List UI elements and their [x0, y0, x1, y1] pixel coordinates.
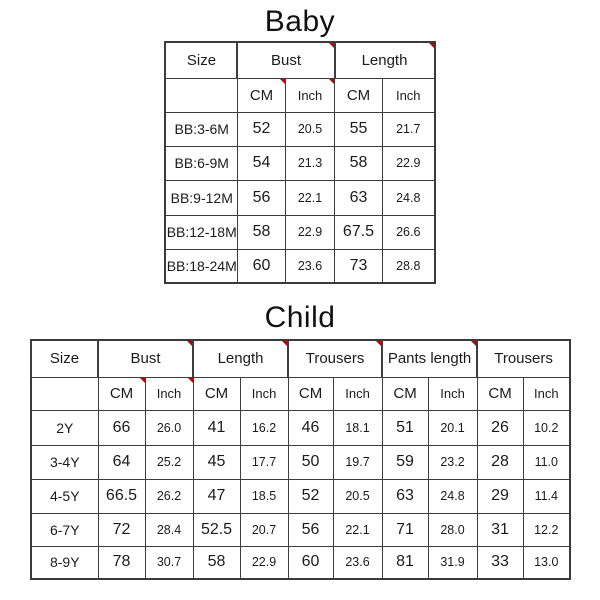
value-cell: 78 — [98, 546, 145, 579]
size-cell: BB:3-6M — [165, 112, 237, 146]
unit-header-cm: CM — [382, 377, 428, 410]
value-cell: 20.7 — [240, 513, 288, 546]
child-header-bust — [98, 340, 193, 377]
value-cell: 63 — [335, 180, 383, 215]
value-cell: 25.2 — [145, 445, 193, 479]
value-cell: 18.5 — [240, 479, 288, 513]
unit-header-cm: CM — [288, 377, 333, 410]
table-row — [165, 112, 434, 146]
value-cell: 51 — [382, 410, 428, 445]
value-cell: 55 — [335, 112, 383, 146]
value-cell: 29 — [477, 479, 523, 513]
value-cell: 20.1 — [428, 410, 477, 445]
baby-header-size — [165, 42, 237, 78]
value-cell: 58 — [237, 215, 285, 249]
empty-cell — [31, 377, 98, 410]
baby-header-bust — [237, 42, 334, 78]
value-cell: 26.2 — [145, 479, 193, 513]
child-header-length — [193, 340, 288, 377]
comment-marker-icon — [140, 378, 145, 383]
comment-marker-icon — [280, 79, 285, 84]
table-row — [31, 410, 570, 445]
value-cell: 28.4 — [145, 513, 193, 546]
header-label: Trousers — [305, 350, 365, 368]
baby-table-title: Baby — [264, 5, 336, 38]
value-cell: 46 — [288, 410, 333, 445]
unit-header-inch: Inch — [145, 377, 193, 410]
size-cell: BB:18-24M — [165, 249, 237, 283]
value-cell: 41 — [193, 410, 240, 445]
baby-header-length — [335, 42, 435, 78]
value-cell: 28.8 — [383, 249, 435, 283]
value-cell: 52 — [288, 479, 333, 513]
comment-marker-icon — [329, 79, 334, 84]
value-cell: 67.5 — [335, 215, 383, 249]
value-cell: 19.7 — [333, 445, 382, 479]
value-cell: 66.5 — [98, 479, 145, 513]
value-cell: 21.3 — [285, 146, 334, 180]
value-cell: 21.7 — [383, 112, 435, 146]
value-cell: 47 — [193, 479, 240, 513]
value-cell: 31 — [477, 513, 523, 546]
value-cell: 45 — [193, 445, 240, 479]
header-label: Pants length — [387, 350, 472, 368]
child-header-size — [31, 340, 98, 377]
table-row — [165, 215, 434, 249]
table-row — [165, 180, 434, 215]
value-cell: 23.2 — [428, 445, 477, 479]
value-cell: 33 — [477, 546, 523, 579]
value-cell: 30.7 — [145, 546, 193, 579]
value-cell: 56 — [288, 513, 333, 546]
unit-header-inch: Inch — [523, 377, 570, 410]
value-cell: 24.8 — [383, 180, 435, 215]
comment-marker-icon — [376, 341, 381, 346]
value-cell: 66 — [98, 410, 145, 445]
value-cell: 22.1 — [285, 180, 334, 215]
child-header-trousers-2 — [477, 340, 570, 377]
value-cell: 58 — [193, 546, 240, 579]
child-size-table — [30, 339, 571, 580]
value-cell: 13.0 — [523, 546, 570, 579]
size-cell: 3-4Y — [31, 445, 98, 479]
header-label: Length — [217, 350, 264, 368]
value-cell: 58 — [335, 146, 383, 180]
comment-marker-icon — [187, 341, 192, 346]
unit-header-cm: CM — [477, 377, 523, 410]
value-cell: 31.9 — [428, 546, 477, 579]
value-cell: 56 — [237, 180, 285, 215]
value-cell: 28.0 — [428, 513, 477, 546]
value-cell: 22.9 — [383, 146, 435, 180]
comment-marker-icon — [282, 341, 287, 346]
child-table-title: Child — [264, 301, 336, 334]
unit-header-inch: Inch — [428, 377, 477, 410]
value-cell: 24.8 — [428, 479, 477, 513]
value-cell: 11.0 — [523, 445, 570, 479]
table-row — [31, 513, 570, 546]
value-cell: 26 — [477, 410, 523, 445]
value-cell: 64 — [98, 445, 145, 479]
baby-unit-header-row — [165, 78, 434, 112]
comment-marker-icon — [329, 43, 334, 48]
value-cell: 52 — [237, 112, 285, 146]
value-cell: 22.9 — [285, 215, 334, 249]
size-cell: BB:12-18M — [165, 215, 237, 249]
unit-header-cm: CM — [237, 78, 285, 112]
value-cell: 18.1 — [333, 410, 382, 445]
value-cell: 60 — [288, 546, 333, 579]
empty-cell — [165, 78, 237, 112]
table-row — [165, 249, 434, 283]
header-label: Size — [186, 51, 217, 69]
value-cell: 54 — [237, 146, 285, 180]
value-cell: 22.9 — [240, 546, 288, 579]
header-label: Length — [361, 51, 408, 69]
value-cell: 50 — [288, 445, 333, 479]
value-cell: 71 — [382, 513, 428, 546]
comment-marker-icon — [188, 378, 193, 383]
table-row — [31, 479, 570, 513]
value-cell: 23.6 — [285, 249, 334, 283]
header-label: Size — [49, 350, 80, 368]
value-cell: 73 — [335, 249, 383, 283]
comment-marker-icon — [429, 43, 434, 48]
unit-header-cm: CM — [335, 78, 383, 112]
value-cell: 22.1 — [333, 513, 382, 546]
size-cell: 4-5Y — [31, 479, 98, 513]
value-cell: 52.5 — [193, 513, 240, 546]
value-cell: 17.7 — [240, 445, 288, 479]
value-cell: 63 — [382, 479, 428, 513]
value-cell: 28 — [477, 445, 523, 479]
child-header-pants-length — [382, 340, 477, 377]
unit-header-inch: Inch — [333, 377, 382, 410]
table-row — [31, 445, 570, 479]
table-row — [165, 146, 434, 180]
baby-group-header-row — [165, 42, 434, 78]
size-cell: 8-9Y — [31, 546, 98, 579]
value-cell: 72 — [98, 513, 145, 546]
table-row — [31, 546, 570, 579]
header-label: Bust — [270, 51, 301, 69]
unit-header-inch: Inch — [285, 78, 334, 112]
value-cell: 11.4 — [523, 479, 570, 513]
value-cell: 26.0 — [145, 410, 193, 445]
size-cell: 2Y — [31, 410, 98, 445]
value-cell: 23.6 — [333, 546, 382, 579]
value-cell: 26.6 — [383, 215, 435, 249]
value-cell: 16.2 — [240, 410, 288, 445]
value-cell: 81 — [382, 546, 428, 579]
value-cell: 20.5 — [285, 112, 334, 146]
value-cell: 20.5 — [333, 479, 382, 513]
child-header-trousers — [288, 340, 382, 377]
child-group-header-row — [31, 340, 570, 377]
size-cell: 6-7Y — [31, 513, 98, 546]
value-cell: 12.2 — [523, 513, 570, 546]
comment-marker-icon — [471, 341, 476, 346]
unit-header-inch: Inch — [383, 78, 435, 112]
value-cell: 10.2 — [523, 410, 570, 445]
size-cell: BB:6-9M — [165, 146, 237, 180]
value-cell: 60 — [237, 249, 285, 283]
header-label: Trousers — [494, 350, 553, 368]
baby-size-table — [164, 41, 435, 284]
child-unit-header-row — [31, 377, 570, 410]
value-cell: 59 — [382, 445, 428, 479]
header-label: Bust — [130, 350, 161, 368]
unit-header-cm: CM — [98, 377, 145, 410]
size-cell: BB:9-12M — [165, 180, 237, 215]
unit-header-inch: Inch — [240, 377, 288, 410]
unit-header-cm: CM — [193, 377, 240, 410]
